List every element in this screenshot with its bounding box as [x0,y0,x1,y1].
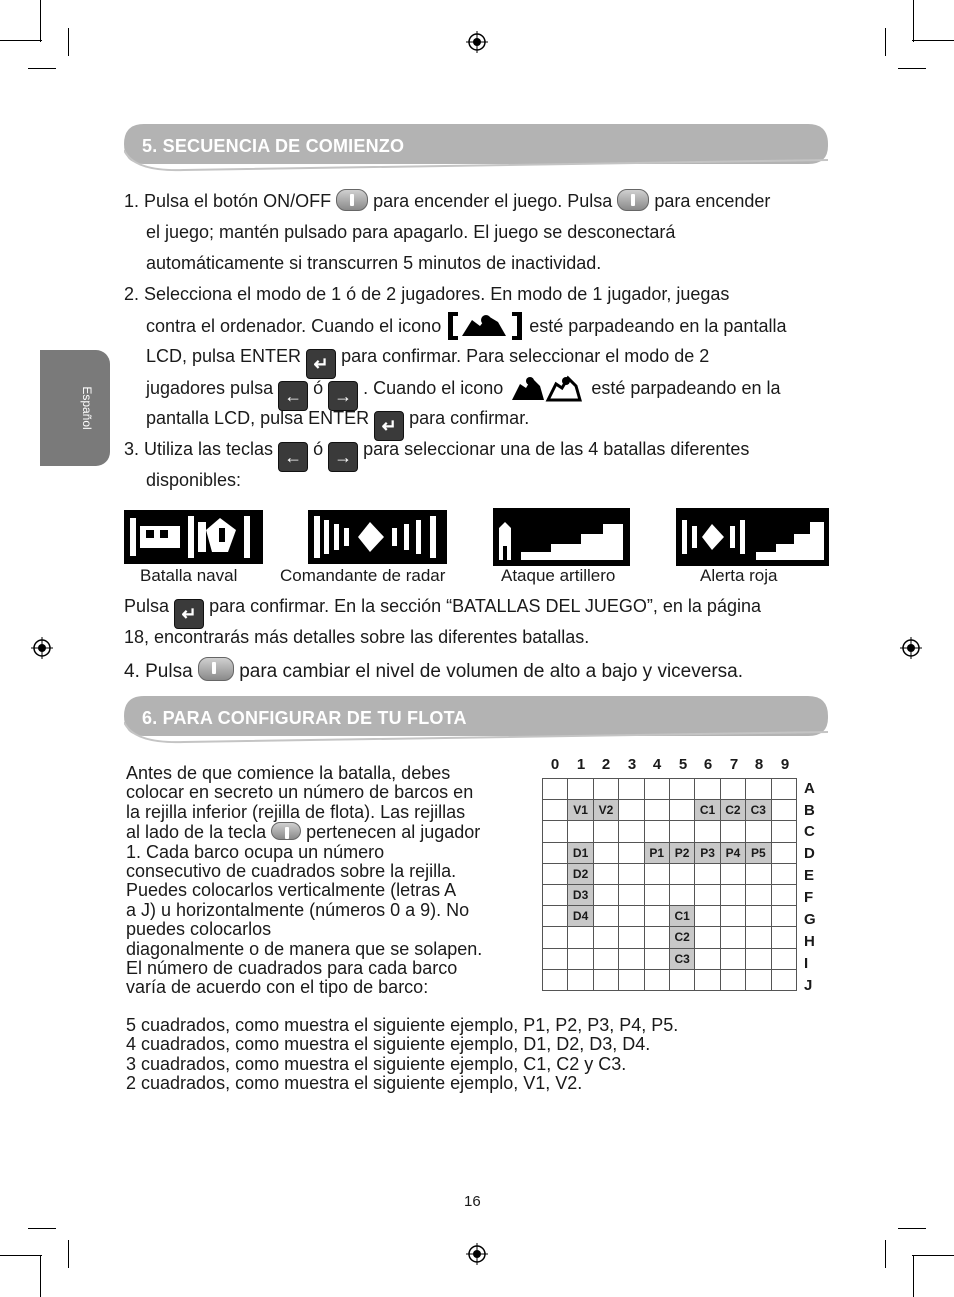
crop-mark [28,1228,56,1229]
on-off-button-icon [617,189,649,211]
language-side-tab [40,350,110,466]
step-2-text: para confirmar. [409,408,530,428]
step-4-line [124,656,743,687]
volume-button-icon [198,657,234,681]
grid-cell [746,906,771,927]
crop-mark [885,28,886,56]
step-2-text: ó [313,378,324,398]
text-line: puedes colocarlos [126,919,272,940]
grid-cell [543,779,568,800]
grid-row [543,884,797,905]
grid-cell [568,779,593,800]
example-line: 2 cuadrados, como muestra el siguiente ejemplo, V1, V2. [126,1073,583,1094]
grid-cell [771,948,796,969]
grid-row-label: H [804,933,815,950]
grid-row [543,800,797,821]
grid-cell [644,906,669,927]
crop-mark [0,1255,42,1256]
grid-cell [543,948,568,969]
ataque-artillero-lcd-image [493,508,630,566]
grid-cell: P2 [669,842,694,863]
grid-cell [720,821,745,842]
grid-cell [644,948,669,969]
one-player-mode-icon [446,310,524,342]
step-2-text: jugadores pulsa [146,378,274,398]
grid-cell: D2 [568,863,593,884]
text-line: Puedes colocarlos verticalmente (letras A [126,880,457,901]
grid-cell [568,821,593,842]
step-2-text: . Cuando el icono [363,378,504,398]
grid-cell [720,779,745,800]
grid-cell [568,948,593,969]
grid-cell [644,779,669,800]
grid-cell [619,927,644,948]
grid-cell [669,969,694,990]
grid-cell [720,863,745,884]
grid-row [543,948,797,969]
grid-cell [771,969,796,990]
enter-key-icon: ↵ [374,411,404,441]
text-line: El número de cuadrados para cada barco [126,958,458,979]
grid-column-label: 4 [652,756,662,773]
crop-mark [0,40,42,41]
grid-cell: C2 [720,800,745,821]
grid-column-label: 1 [576,756,586,773]
on-off-button-icon [271,822,301,840]
step-3-text: 3. Utiliza las teclas [124,439,274,459]
grid-row-label: F [804,889,814,906]
two-player-mode-icon [508,372,586,404]
step-3-line-2: disponibles: [146,470,242,490]
ataque-artillero-icon [493,508,630,566]
grid-column-label: 7 [729,756,739,773]
crop-mark [912,1255,954,1256]
grid-row-label: J [804,977,813,994]
grid-cell [669,821,694,842]
grid-cell [669,884,694,905]
confirm-line-2: 18, encontrarás más detalles sobre las diferentes batallas. [124,627,590,647]
grid-cell: C1 [695,800,720,821]
step-2-text: esté parpadeando en la [591,378,781,398]
grid-cell [543,800,568,821]
text-line: colocar en secreto un número de barcos en [126,782,474,803]
crop-mark [912,40,954,41]
grid-row [543,927,797,948]
registration-mark-icon [466,31,488,53]
step-2-text: esté parpadeando en la pantalla [529,316,787,336]
grid-cell [771,779,796,800]
grid-cell [619,863,644,884]
grid-cell [644,821,669,842]
grid-row [543,779,797,800]
grid-cell [720,969,745,990]
grid-cell [720,948,745,969]
grid-cell [644,800,669,821]
left-arrow-key-icon: ← [278,381,308,411]
grid-cell [695,969,720,990]
on-off-button-icon [336,189,368,211]
text-line: consecutivo de cuadrados sobre la rejilla. [126,861,457,882]
text-line: varía de acuerdo con el tipo de barco: [126,977,429,998]
fleet-grid [542,778,797,991]
grid-column-label: 8 [754,756,764,773]
grid-cell [593,969,618,990]
batalla-naval-icon [124,508,263,566]
grid-row [543,842,797,863]
step-2-text: para confirmar. Para seleccionar el modo de 2 [341,346,710,366]
battle-label: Alerta roja [700,566,778,585]
alerta-roja-icon [676,508,829,566]
battle-label: Ataque artillero [501,566,616,585]
grid-cell [593,821,618,842]
enter-key-icon: ↵ [174,599,204,629]
step-1-text: para encender [654,191,771,211]
grid-cell [695,927,720,948]
grid-cell [644,863,669,884]
text-line: a J) u horizontalmente (números 0 a 9). No [126,899,470,920]
crop-mark [28,68,56,69]
grid-row-label: D [804,845,815,862]
grid-cell [543,969,568,990]
grid-cell: V1 [568,800,593,821]
confirm-text: Pulsa [124,596,170,616]
grid-cell: V2 [593,800,618,821]
grid-cell [771,821,796,842]
grid-cell: P1 [644,842,669,863]
grid-cell [619,821,644,842]
comandante-radar-lcd-image [308,508,447,566]
enter-key-icon: ↵ [306,349,336,379]
grid-column-label: 2 [601,756,611,773]
step-1-line-1 [124,186,770,217]
step-4-text: 4. Pulsa [124,661,193,682]
grid-cell: D4 [568,906,593,927]
registration-mark-icon [466,1243,488,1265]
grid-cell [619,842,644,863]
grid-cell [593,884,618,905]
grid-row [543,906,797,927]
grid-cell [771,842,796,863]
grid-cell [619,800,644,821]
step-1-line-2: el juego; mantén pulsado para apagarlo. El juego se desconectará [146,222,676,242]
grid-cell [644,969,669,990]
comandante-de-radar-icon [308,508,447,566]
text-line: 1. Cada barco ocupa un número [126,841,385,862]
grid-cell [746,821,771,842]
text-fragment: al lado de la tecla [126,822,267,843]
grid-cell [695,821,720,842]
grid-cell [543,821,568,842]
grid-cell [619,969,644,990]
grid-cell [593,906,618,927]
registration-mark-icon [31,637,53,659]
grid-cell [543,863,568,884]
grid-cell [669,800,694,821]
grid-cell [593,927,618,948]
grid-cell [669,779,694,800]
text-line [126,822,536,842]
step-2-text: LCD, pulsa ENTER [146,346,302,366]
crop-mark [40,1255,41,1297]
grid-cell [720,884,745,905]
text-line: Antes de que comience la batalla, debes [126,763,451,783]
step-2-line-2 [146,310,786,342]
grid-cell [543,906,568,927]
grid-cell [593,779,618,800]
grid-cell [695,863,720,884]
grid-row-label: A [804,780,815,797]
grid-cell [771,863,796,884]
grid-row [543,821,797,842]
step-3-text: para seleccionar una de las 4 batallas diferentes [363,439,750,459]
grid-cell [593,863,618,884]
grid-cell: C2 [669,927,694,948]
grid-cell: C1 [669,906,694,927]
grid-cell [771,800,796,821]
grid-row-label: E [804,867,815,884]
right-arrow-key-icon: → [328,381,358,411]
grid-cell: P4 [720,842,745,863]
crop-mark [40,0,41,42]
crop-mark [913,1255,914,1297]
grid-cell: D1 [568,842,593,863]
grid-cell [695,884,720,905]
confirm-text: para confirmar. En la sección “BATALLAS DEL JUEGO”, en la página [209,596,761,616]
grid-cell [619,906,644,927]
grid-cell [593,948,618,969]
grid-column-label: 5 [678,756,688,773]
step-1-text: para encender el juego. Pulsa [373,191,613,211]
grid-cell: P3 [695,842,720,863]
grid-cell [619,779,644,800]
section-5-header [124,124,828,166]
text-fragment: pertenecen al jugador [306,822,481,843]
grid-cell [543,927,568,948]
section-6-header [124,696,828,738]
section-6-title: 6. PARA CONFIGURAR DE TU FLOTA [142,708,467,728]
grid-row-label: C [804,823,815,840]
grid-cell [619,884,644,905]
grid-cell [695,906,720,927]
grid-cell: C3 [746,800,771,821]
ship-size-examples [126,1016,678,1094]
grid-cell [695,779,720,800]
grid-cell [644,884,669,905]
grid-cell [720,906,745,927]
grid-cell [720,927,745,948]
registration-mark-icon [900,637,922,659]
side-tab-label: Español [80,386,94,430]
grid-cell: P5 [746,842,771,863]
batalla-naval-lcd-image [124,508,263,566]
text-line: la rejilla inferior (rejilla de flota). Las rejillas [126,801,466,822]
crop-mark [898,68,926,69]
grid-cell [543,842,568,863]
crop-mark [68,1240,69,1268]
step-2-line-1: 2. Selecciona el modo de 1 ó de 2 jugadores. En modo de 1 jugador, juegas [124,284,730,304]
example-line: 5 cuadrados, como muestra el siguiente ejemplo, P1, P2, P3, P4, P5. [126,1015,679,1035]
battle-label: Comandante de radar [280,566,446,585]
grid-row-label: I [804,955,809,972]
grid-cell [746,948,771,969]
grid-cell: C3 [669,948,694,969]
example-line: 4 cuadrados, como muestra el siguiente ejemplo, D1, D2, D3, D4. [126,1034,651,1055]
crop-mark [898,1228,926,1229]
text-line: diagonalmente o de manera que se solapen. [126,938,483,959]
example-line: 3 cuadrados, como muestra el siguiente ejemplo, C1, C2 y C3. [126,1053,627,1074]
step-2-text: contra el ordenador. Cuando el icono [146,316,442,336]
grid-cell [695,948,720,969]
grid-cell [771,927,796,948]
page-number: 16 [464,1193,481,1210]
grid-cell [543,884,568,905]
grid-cell [746,884,771,905]
grid-row-label: B [804,802,815,819]
grid-cell [771,884,796,905]
step-1-text: 1. Pulsa el botón ON/OFF [124,191,332,211]
grid-row [543,969,797,990]
grid-cell [746,927,771,948]
crop-mark [885,1240,886,1268]
crop-mark [68,28,69,56]
grid-column-label: 9 [780,756,790,773]
fleet-instructions [126,764,536,998]
step-1-line-3: automáticamente si transcurren 5 minutos de inactividad. [146,253,602,273]
grid-cell: D3 [568,884,593,905]
crop-mark [913,0,914,42]
grid-column-label: 6 [703,756,713,773]
grid-cell [644,927,669,948]
step-4-text: para cambiar el nivel de volumen de alto a bajo y viceversa. [239,661,743,682]
grid-cell [568,927,593,948]
step-3-text: ó [313,439,324,459]
battle-label: Batalla naval [140,566,238,585]
grid-cell [568,969,593,990]
grid-cell [593,842,618,863]
step-2-text: pantalla LCD, pulsa ENTER [146,408,370,428]
grid-cell [669,863,694,884]
grid-cell [746,969,771,990]
grid-column-label: 3 [627,756,637,773]
grid-cell [771,906,796,927]
grid-cell [619,948,644,969]
grid-cell [746,779,771,800]
grid-row-label: G [804,911,816,928]
alerta-roja-lcd-image [676,508,829,566]
grid-column-label: 0 [550,756,560,773]
grid-row [543,863,797,884]
right-arrow-key-icon: → [328,442,358,472]
left-arrow-key-icon: ← [278,442,308,472]
grid-cell [746,863,771,884]
section-5-title: 5. SECUENCIA DE COMIENZO [142,136,405,156]
